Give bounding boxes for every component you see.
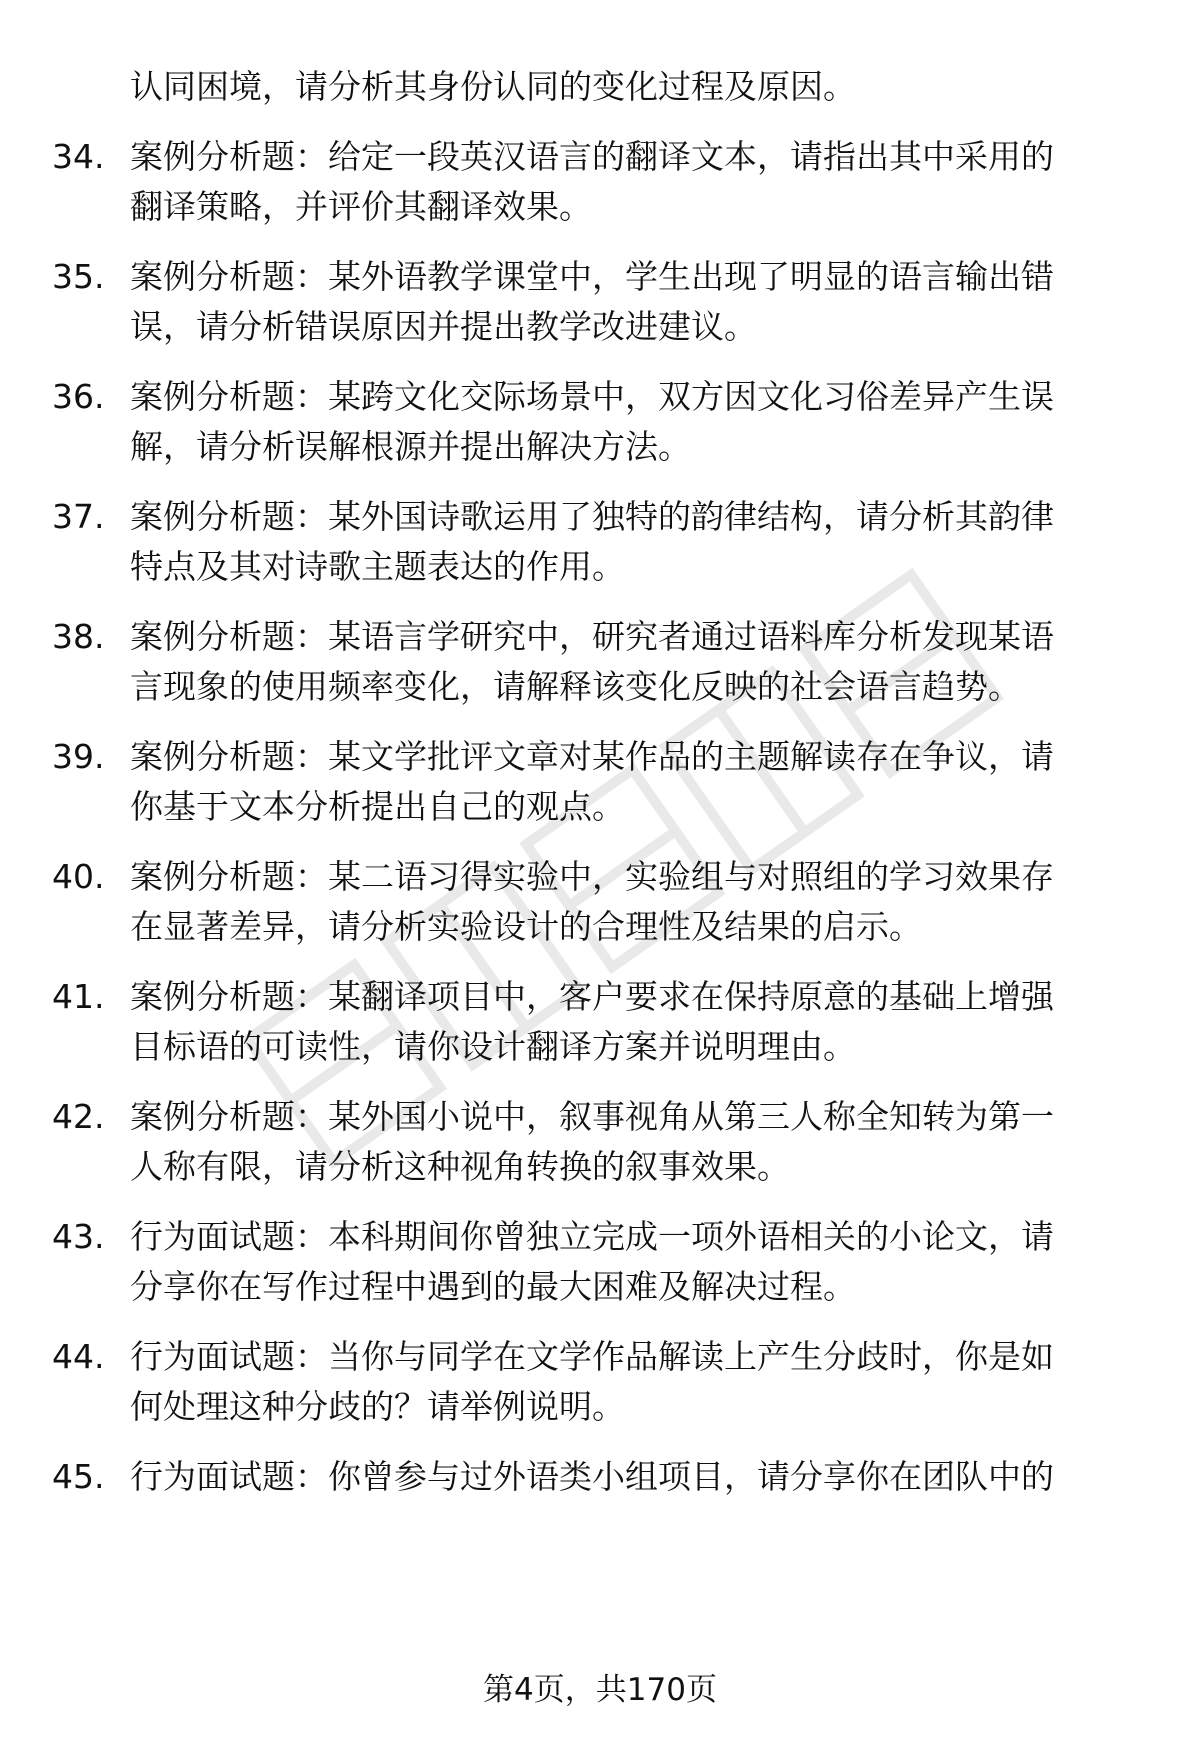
question-number: 41. [52, 977, 105, 1016]
question-text: 案例分析题：某二语习得实验中，实验组与对照组的学习效果存 [130, 857, 1054, 896]
question-text: 翻译策略，并评价其翻译效果。 [130, 187, 592, 226]
question-text: 行为面试题：本科期间你曾独立完成一项外语相关的小论文，请 [130, 1217, 1054, 1256]
question-text: 目标语的可读性，请你设计翻译方案并说明理由。 [130, 1027, 856, 1066]
page-number-footer: 第4页，共170页 [483, 1672, 717, 1708]
question-item [0, 732, 1200, 832]
question-text: 案例分析题：某外国诗歌运用了独特的韵律结构，请分析其韵律 [130, 497, 1054, 536]
question-item [0, 1212, 1200, 1312]
question-text: 案例分析题：某外语教学课堂中，学生出现了明显的语言输出错 [130, 257, 1054, 296]
question-number: 38. [52, 617, 105, 656]
question-text: 解，请分析误解根源并提出解决方法。 [130, 427, 691, 466]
question-text: 你基于文本分析提出自己的观点。 [130, 787, 625, 826]
question-item [0, 252, 1200, 352]
question-item [0, 1092, 1200, 1192]
continued-question-text: 认同困境，请分析其身份认同的变化过程及原因。 [130, 67, 856, 106]
question-text: 案例分析题：某翻译项目中，客户要求在保持原意的基础上增强 [130, 977, 1054, 1016]
question-item [0, 492, 1200, 592]
question-text: 案例分析题：某跨文化交际场景中，双方因文化习俗差异产生误 [130, 377, 1054, 416]
question-item [0, 612, 1200, 712]
question-number: 45. [52, 1457, 105, 1496]
question-text: 人称有限，请分析这种视角转换的叙事效果。 [130, 1147, 790, 1186]
question-text: 分享你在写作过程中遇到的最大困难及解决过程。 [130, 1267, 856, 1306]
question-number: 42. [52, 1097, 105, 1136]
question-text: 在显著差异，请分析实验设计的合理性及结果的启示。 [130, 907, 922, 946]
question-number: 35. [52, 257, 105, 296]
question-item [0, 372, 1200, 472]
question-number: 40. [52, 857, 105, 896]
question-text: 何处理这种分歧的？请举例说明。 [130, 1387, 625, 1426]
question-text: 行为面试题：你曾参与过外语类小组项目，请分享你在团队中的 [130, 1457, 1054, 1496]
question-text: 案例分析题：给定一段英汉语言的翻译文本，请指出其中采用的 [130, 137, 1054, 176]
question-number: 34. [52, 137, 105, 176]
question-number: 39. [52, 737, 105, 776]
question-text: 案例分析题：某文学批评文章对某作品的主题解读存在争议，请 [130, 737, 1054, 776]
question-item [0, 1332, 1200, 1432]
question-text: 案例分析题：某外国小说中，叙事视角从第三人称全知转为第一 [130, 1097, 1054, 1136]
question-item [0, 972, 1200, 1072]
question-number: 44. [52, 1337, 105, 1376]
question-number: 37. [52, 497, 105, 536]
question-item [0, 132, 1200, 232]
question-text: 误，请分析错误原因并提出教学改进建议。 [130, 307, 757, 346]
question-number: 43. [52, 1217, 105, 1256]
question-number: 36. [52, 377, 105, 416]
question-text: 言现象的使用频率变化，请解释该变化反映的社会语言趋势。 [130, 667, 1021, 706]
question-text: 特点及其对诗歌主题表达的作用。 [130, 547, 625, 586]
question-item [0, 1452, 1200, 1552]
question-text: 案例分析题：某语言学研究中，研究者通过语料库分析发现某语 [130, 617, 1054, 656]
question-item [0, 852, 1200, 952]
question-text: 行为面试题：当你与同学在文学作品解读上产生分歧时，你是如 [130, 1337, 1054, 1376]
